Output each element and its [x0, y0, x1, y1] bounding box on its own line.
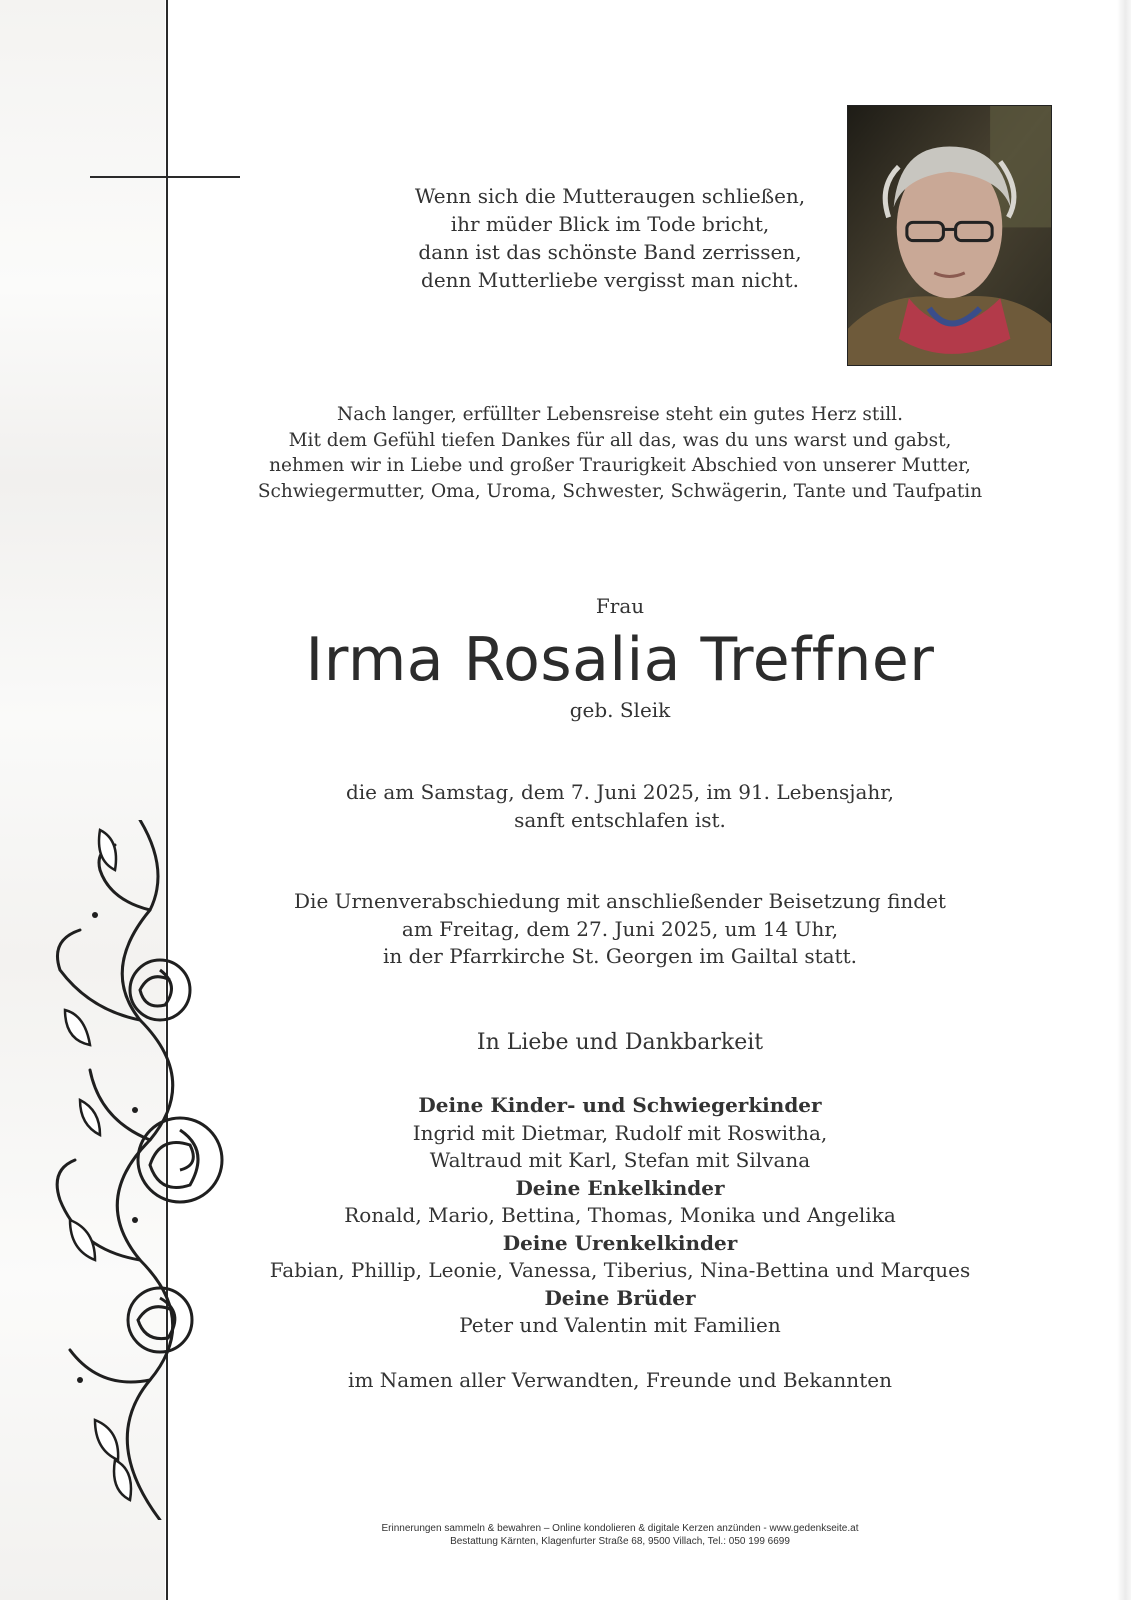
ceremony-line: am Freitag, dem 27. Juni 2025, um 14 Uhr,: [401, 916, 839, 941]
cross-icon-horizontal: [90, 176, 240, 178]
footer: [300, 1522, 940, 1548]
family-line: Fabian, Phillip, Leonie, Vanessa, Tiberius, Nina-Bettina und Marques: [269, 1258, 971, 1282]
intro-line: nehmen wir in Liebe und großer Traurigkeit Abschied von unserer Mutter,: [269, 455, 971, 476]
poem-line: dann ist das schönste Band zerrissen,: [418, 240, 802, 264]
scan-edge: [1117, 0, 1131, 1600]
intro-text: [240, 402, 1000, 504]
rose-vine-icon: [40, 820, 230, 1520]
behalf-line: im Namen aller Verwandten, Freunde und Bekannten: [348, 1368, 892, 1392]
poem-line: Wenn sich die Mutteraugen schließen,: [414, 184, 806, 208]
death-line: sanft entschlafen ist.: [514, 808, 726, 832]
death-notice: [240, 778, 1000, 834]
ceremony-notice: [240, 888, 1000, 971]
family-heading: Deine Kinder- und Schwiegerkinder: [418, 1093, 822, 1117]
intro-line: Mit dem Gefühl tiefen Dankes für all das, was du uns warst und gabst,: [288, 429, 952, 451]
poem: [395, 182, 825, 294]
poem-line: ihr müder Blick im Tode bricht,: [450, 212, 770, 236]
family-heading: Deine Urenkelkinder: [502, 1230, 738, 1255]
ceremony-line: Die Urnenverabschiedung mit anschließender Beisetzung findet: [294, 889, 946, 913]
family-line: Ronald, Mario, Bettina, Thomas, Monika und Angelika: [344, 1203, 896, 1227]
footer-line: Erinnerungen sammeln & bewahren – Online kondolieren & digitale Kerzen anzünden - www.gedenkseite.at: [381, 1523, 859, 1534]
death-line: die am Samstag, dem 7. Juni 2025, im 91. Lebensjahr,: [345, 780, 895, 804]
closing-phrase: In Liebe und Dankbarkeit: [476, 1030, 764, 1055]
family-heading: Deine Brüder: [544, 1285, 696, 1310]
intro-line: Nach langer, erfüllter Lebensreise steht ein gutes Herz still.: [337, 404, 903, 425]
footer-line: Bestattung Kärnten, Klagenfurter Straße 68, 9500 Villach, Tel.: 050 199 6699: [450, 1536, 790, 1547]
ceremony-line: in der Pfarrkirche St. Georgen im Gailtal statt.: [383, 944, 857, 968]
portrait-photo: [847, 105, 1052, 366]
intro-line: Schwiegermutter, Oma, Uroma, Schwester, Schwägerin, Tante und Taufpatin: [257, 480, 983, 502]
family-list: [240, 1092, 1000, 1340]
poem-line: denn Mutterliebe vergisst man nicht.: [421, 268, 799, 292]
deceased-name: Irma Rosalia Treffner: [305, 625, 935, 695]
family-line: Ingrid mit Dietmar, Rudolf mit Roswitha,: [412, 1120, 828, 1145]
family-heading: Deine Enkelkinder: [515, 1175, 725, 1200]
portrait-image: [848, 106, 1051, 365]
deceased-title: Frau: [595, 594, 645, 618]
family-line: Waltraud mit Karl, Stefan mit Silvana: [429, 1148, 811, 1172]
family-line: Peter und Valentin mit Familien: [459, 1313, 781, 1337]
deceased-born-name: geb. Sleik: [569, 698, 671, 722]
